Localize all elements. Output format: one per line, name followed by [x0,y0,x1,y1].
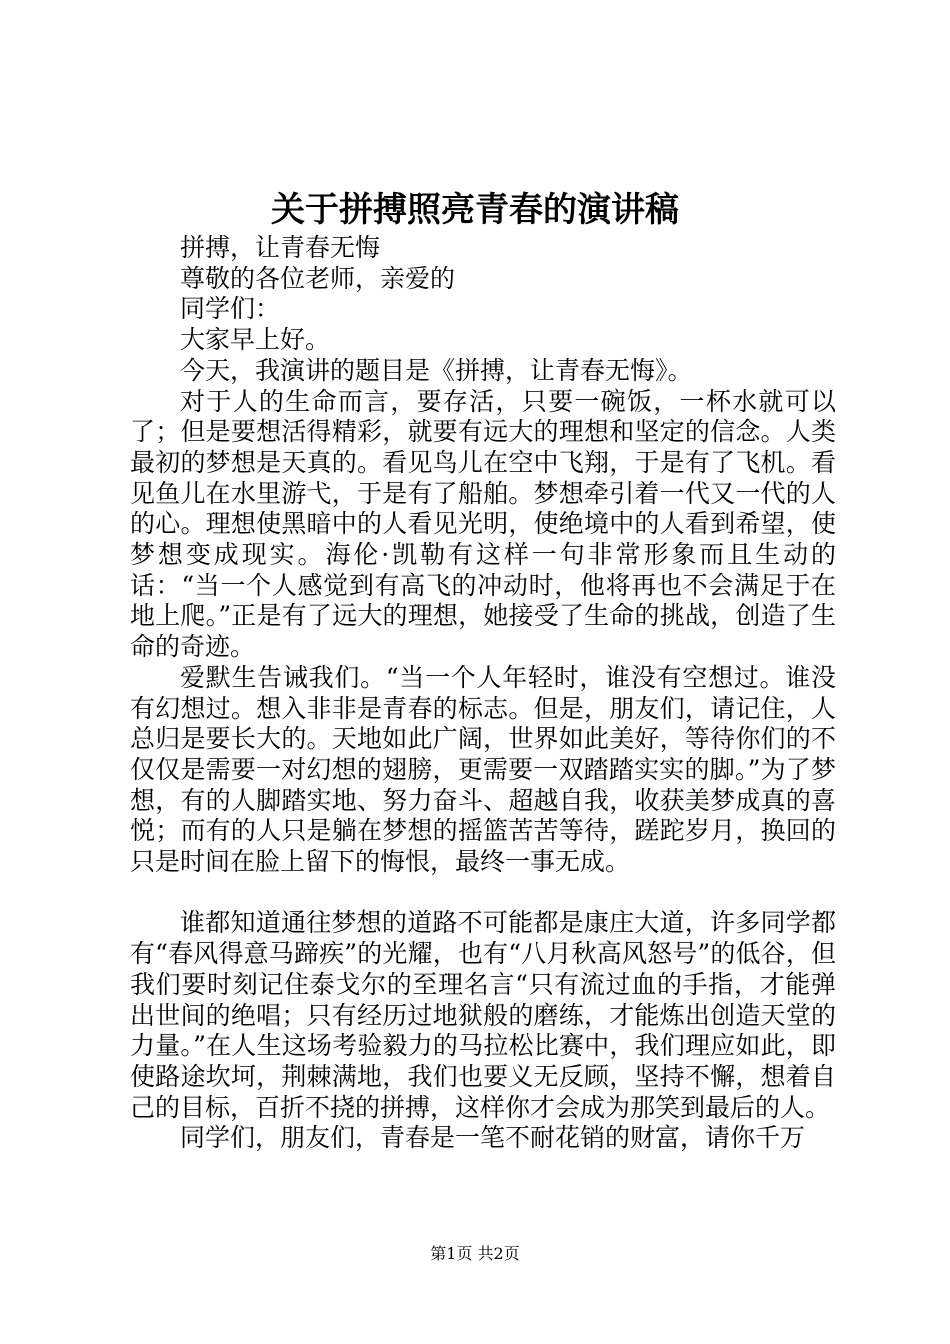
page-footer: 第1页 共2页 [430,1244,520,1263]
document-body [130,233,836,1154]
paragraph-subtitle: 拼搏，让青春无悔 [180,233,381,262]
paragraph-salutation: 尊敬的各位老师，亲爱的 [180,263,456,293]
paragraph-greeting: 大家早上好。 [180,325,331,355]
paragraph-topic: 今天，我演讲的题目是《拼搏，让青春无悔》。 [180,355,693,385]
paragraph-body-4: 同学们，朋友们，青春是一笔不耐花销的财富，请你千万 [180,1123,806,1153]
document-title: 关于拼搏照亮青春的演讲稿 [271,190,679,230]
paragraph-spacer [130,878,836,909]
paragraph-body-2: 爱默生告诫我们。“当一个人年轻时，谁没有空想过。谁没有幻想过。想入非非是青春的标志。但是，朋友们，请记住，人总归是要长大的。天地如此广阔，世界如此美好，等待你们的不仅仅是需要一对幻想的翅膀，更需要一双踏踏实实的脚。”为了梦想，有的人脚踏实地、努力奋斗、超越自我，收获美梦成真的喜悦；而有的人只是躺在梦想的摇篮苦苦等待，蹉跎岁月，换回的只是时间在脸上留下的悔恨，最终一事无成。 [130,662,836,877]
paragraph-salutation-cont: 同学们： [180,294,281,324]
paragraph-body-1: 对于人的生命而言，要存活，只要一碗饭，一杯水就可以了；但是要想活得精彩，就要有远大的理想和坚定的信念。人类最初的梦想是天真的。看见鸟儿在空中飞翔，于是有了飞机。看见鱼儿在水里游弋，于是有了船舶。梦想牵引着一代又一代的人的心。理想使黑暗中的人看见光明，使绝境中的人看到希望，使梦想变成现实。海伦·凯勒有这样一句非常形象而且生动的话：“当一个人感觉到有高飞的冲动时，他将再也不会满足于在地上爬。”正是有了远大的理想，她接受了生命的挑战，创造了生命的奇迹。 [130,386,836,662]
paragraph-body-3: 谁都知道通往梦想的道路不可能都是康庄大道，许多同学都有“春风得意马蹄疾”的光耀，也有“八月秋高风怒号”的低谷，但我们要时刻记住泰戈尔的至理名言“只有流过血的手指，才能弹出世间的绝唱；只有经历过地狱般的磨练，才能炼出创造天堂的力量。”在人生这场考验毅力的马拉松比赛中，我们理应如此，即使路途坎坷，荆棘满地，我们也要义无反顾，坚持不懈，想着自己的目标，百折不挠的拼搏，这样你才会成为那笑到最后的人。 [130,908,836,1122]
